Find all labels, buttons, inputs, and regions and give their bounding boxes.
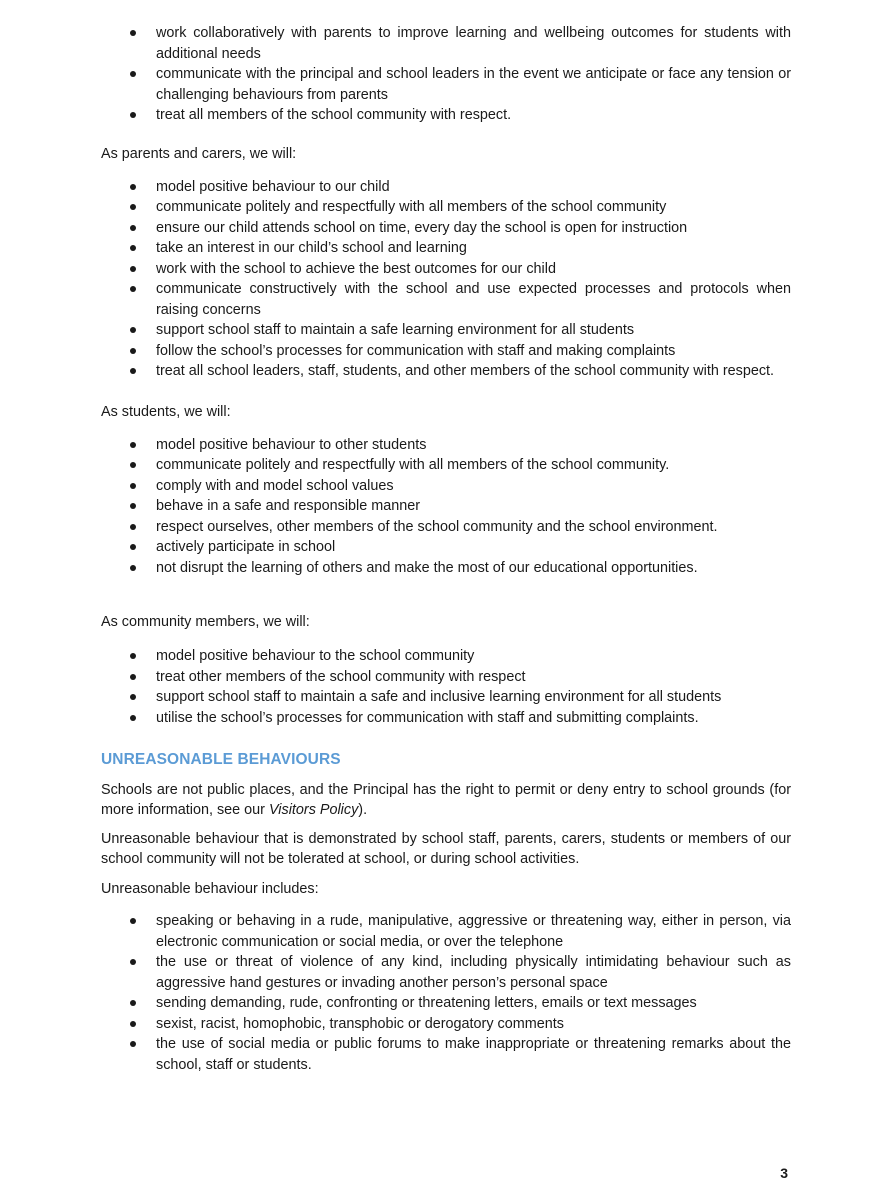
community-commitments-list — [101, 646, 791, 728]
list-item: the use or threat of violence of any kind, including physically intimidating behaviour such as aggressive hand gestures or invading another person’s personal space — [156, 952, 791, 993]
unreasonable-behaviours-list — [101, 911, 791, 1075]
entry-rights-paragraph — [101, 780, 791, 820]
list-item: the use of social media or public forums to make inappropriate or threatening remarks about the school, staff or students. — [156, 1034, 791, 1075]
list-item: treat other members of the school community with respect — [156, 667, 791, 688]
unreasonable-behaviours-heading: UNREASONABLE BEHAVIOURS — [101, 751, 341, 768]
paragraph-text: ). — [358, 802, 368, 818]
paragraph-text: Schools are not public places, and the Principal has the right to permit or deny entry to school grounds (for more information, see our — [101, 782, 791, 818]
list-item: take an interest in our child’s school and learning — [156, 238, 791, 259]
list-item: model positive behaviour to our child — [156, 177, 791, 198]
intolerance-paragraph: Unreasonable behaviour that is demonstrated by school staff, parents, carers, students or members of our school community will not be tolerated at school, or during school activities. — [101, 831, 791, 867]
list-item: treat all members of the school community with respect. — [156, 105, 791, 126]
list-item: model positive behaviour to other students — [156, 435, 791, 456]
students-commitments-list — [101, 435, 791, 579]
list-item: follow the school’s processes for communication with staff and making complaints — [156, 341, 791, 362]
parents-commitments-list — [101, 177, 791, 382]
visitors-policy-reference: Visitors Policy — [268, 802, 359, 818]
list-item: communicate constructively with the school and use expected processes and protocols when raising concerns — [156, 279, 791, 320]
list-item: treat all school leaders, staff, students, and other members of the school community with respect. — [156, 361, 791, 382]
list-item: respect ourselves, other members of the school community and the school environment. — [156, 517, 791, 538]
list-item: behave in a safe and responsible manner — [156, 496, 791, 517]
document-page — [101, 0, 791, 1075]
students-intro: As students, we will: — [101, 403, 231, 420]
list-item: speaking or behaving in a rude, manipulative, aggressive or threatening way, either in person, via electronic communication or social media, or over the telephone — [156, 911, 791, 952]
list-item: actively participate in school — [156, 537, 791, 558]
list-item: sending demanding, rude, confronting or threatening letters, emails or text messages — [156, 993, 791, 1014]
list-item: communicate politely and respectfully with all members of the school community. — [156, 455, 791, 476]
unreasonable-intro: Unreasonable behaviour includes: — [101, 881, 319, 897]
community-intro: As community members, we will: — [101, 614, 310, 630]
page-number: 3 — [780, 1165, 788, 1181]
list-item: utilise the school’s processes for communication with staff and submitting complaints. — [156, 708, 791, 729]
list-item: work with the school to achieve the best outcomes for our child — [156, 259, 791, 280]
list-item: ensure our child attends school on time, every day the school is open for instruction — [156, 218, 791, 239]
list-item: comply with and model school values — [156, 476, 791, 497]
parents-intro: As parents and carers, we will: — [101, 145, 297, 162]
list-item: model positive behaviour to the school community — [156, 646, 791, 667]
list-item: communicate with the principal and school leaders in the event we anticipate or face any tension or challenging behaviours from parents — [156, 64, 791, 105]
list-item: support school staff to maintain a safe learning environment for all students — [156, 320, 791, 341]
staff-commitments-list — [101, 23, 791, 126]
list-item: sexist, racist, homophobic, transphobic or derogatory comments — [156, 1014, 791, 1035]
list-item: work collaboratively with parents to improve learning and wellbeing outcomes for students with additional needs — [156, 23, 791, 64]
list-item: not disrupt the learning of others and make the most of our educational opportunities. — [156, 558, 791, 579]
list-item: support school staff to maintain a safe and inclusive learning environment for all students — [156, 687, 791, 708]
list-item: communicate politely and respectfully with all members of the school community — [156, 197, 791, 218]
